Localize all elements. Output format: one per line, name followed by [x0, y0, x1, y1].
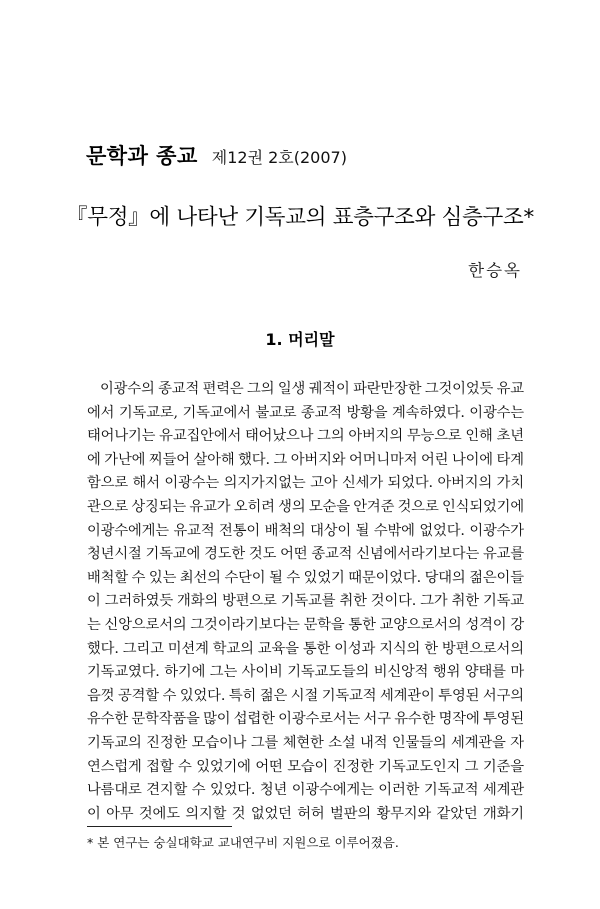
paper-title: 『무정』에 나타난 기독교의 표층구조와 심층구조*: [66, 205, 534, 230]
journal-name: 문학과 종교: [86, 144, 198, 168]
body-line: 배척할 수 있는 최선의 수단이 될 수 있었기 때문이었다. 당대의 젊은이들: [87, 569, 524, 586]
body-line: 관으로 상징되는 유교가 오히려 생의 모순을 안겨준 것으로 인식되었기에: [87, 498, 524, 515]
body-line: 에서 기독교로, 기독교에서 불교로 종교적 방황을 계속하였다. 이광수는: [87, 404, 524, 421]
body-text: [87, 378, 524, 826]
body-line: 기독교의 진정한 모습이나 그를 체현한 소설 내적 인물들의 세계관을 자: [87, 734, 524, 751]
footnote-divider: [87, 826, 232, 827]
journal-header: [86, 140, 347, 170]
footnote: * 본 연구는 숭실대학교 교내연구비 지원으로 이루어졌음.: [87, 835, 399, 850]
body-line: 이광수의 종교적 편력은 그의 일생 궤적이 파란만장한 그것이었듯 유교: [100, 381, 524, 397]
body-line: 나름대로 견지할 수 있었다. 청년 이광수에게는 이러한 기독교적 세계관: [87, 782, 524, 799]
body-line: 청년시절 기독교에 경도한 것도 어떤 종교적 신념에서라기보다는 유교를: [87, 546, 524, 563]
journal-issue: 제12권 2호(2007): [211, 148, 347, 167]
body-line: 태어나기는 유교집안에서 태어났으나 그의 아버지의 무능으로 인해 초년: [87, 428, 524, 445]
body-line: 유수한 문학작품을 많이 섭렵한 이광수로서는 서구 유수한 명작에 투영된: [87, 711, 524, 728]
body-line: 에 가난에 찌들어 살아해 했다. 그 아버지와 어머니마저 어린 나이에 타계: [87, 451, 524, 468]
body-line: 연스럽게 접할 수 있었기에 어떤 모습이 진정한 기독교도인지 그 기준을: [87, 758, 524, 775]
author-name: 한승옥: [468, 261, 522, 280]
body-line: 이광수에게는 유교적 전통이 배척의 대상이 될 수밖에 없었다. 이광수가: [87, 522, 524, 539]
body-line: 음껏 공격할 수 있었다. 특히 젊은 시절 기독교적 세계관이 투영된 서구의: [87, 687, 524, 704]
body-line: 는 신앙으로서의 그것이라기보다는 문학을 통한 교양으로서의 성격이 강: [87, 616, 524, 633]
body-line: 이 아무 것에도 의지할 것 없었던 허허 벌판의 황무지와 같았던 개화기: [87, 805, 524, 822]
section-heading: 1. 머리말: [265, 330, 335, 349]
body-line: 함으로 해서 이광수는 의지가지없는 고아 신세가 되었다. 아버지의 가치: [87, 475, 524, 492]
body-line: 기독교였다. 하기에 그는 사이비 기독교도들의 비신앙적 행위 양태를 마: [87, 664, 524, 681]
body-line: 이 그러하였듯 개화의 방편으로 기독교를 취한 것이다. 그가 취한 기독교: [87, 593, 524, 610]
body-line: 했다. 그리고 미션계 학교의 교육을 통한 이성과 지식의 한 방편으로서의: [87, 640, 524, 657]
